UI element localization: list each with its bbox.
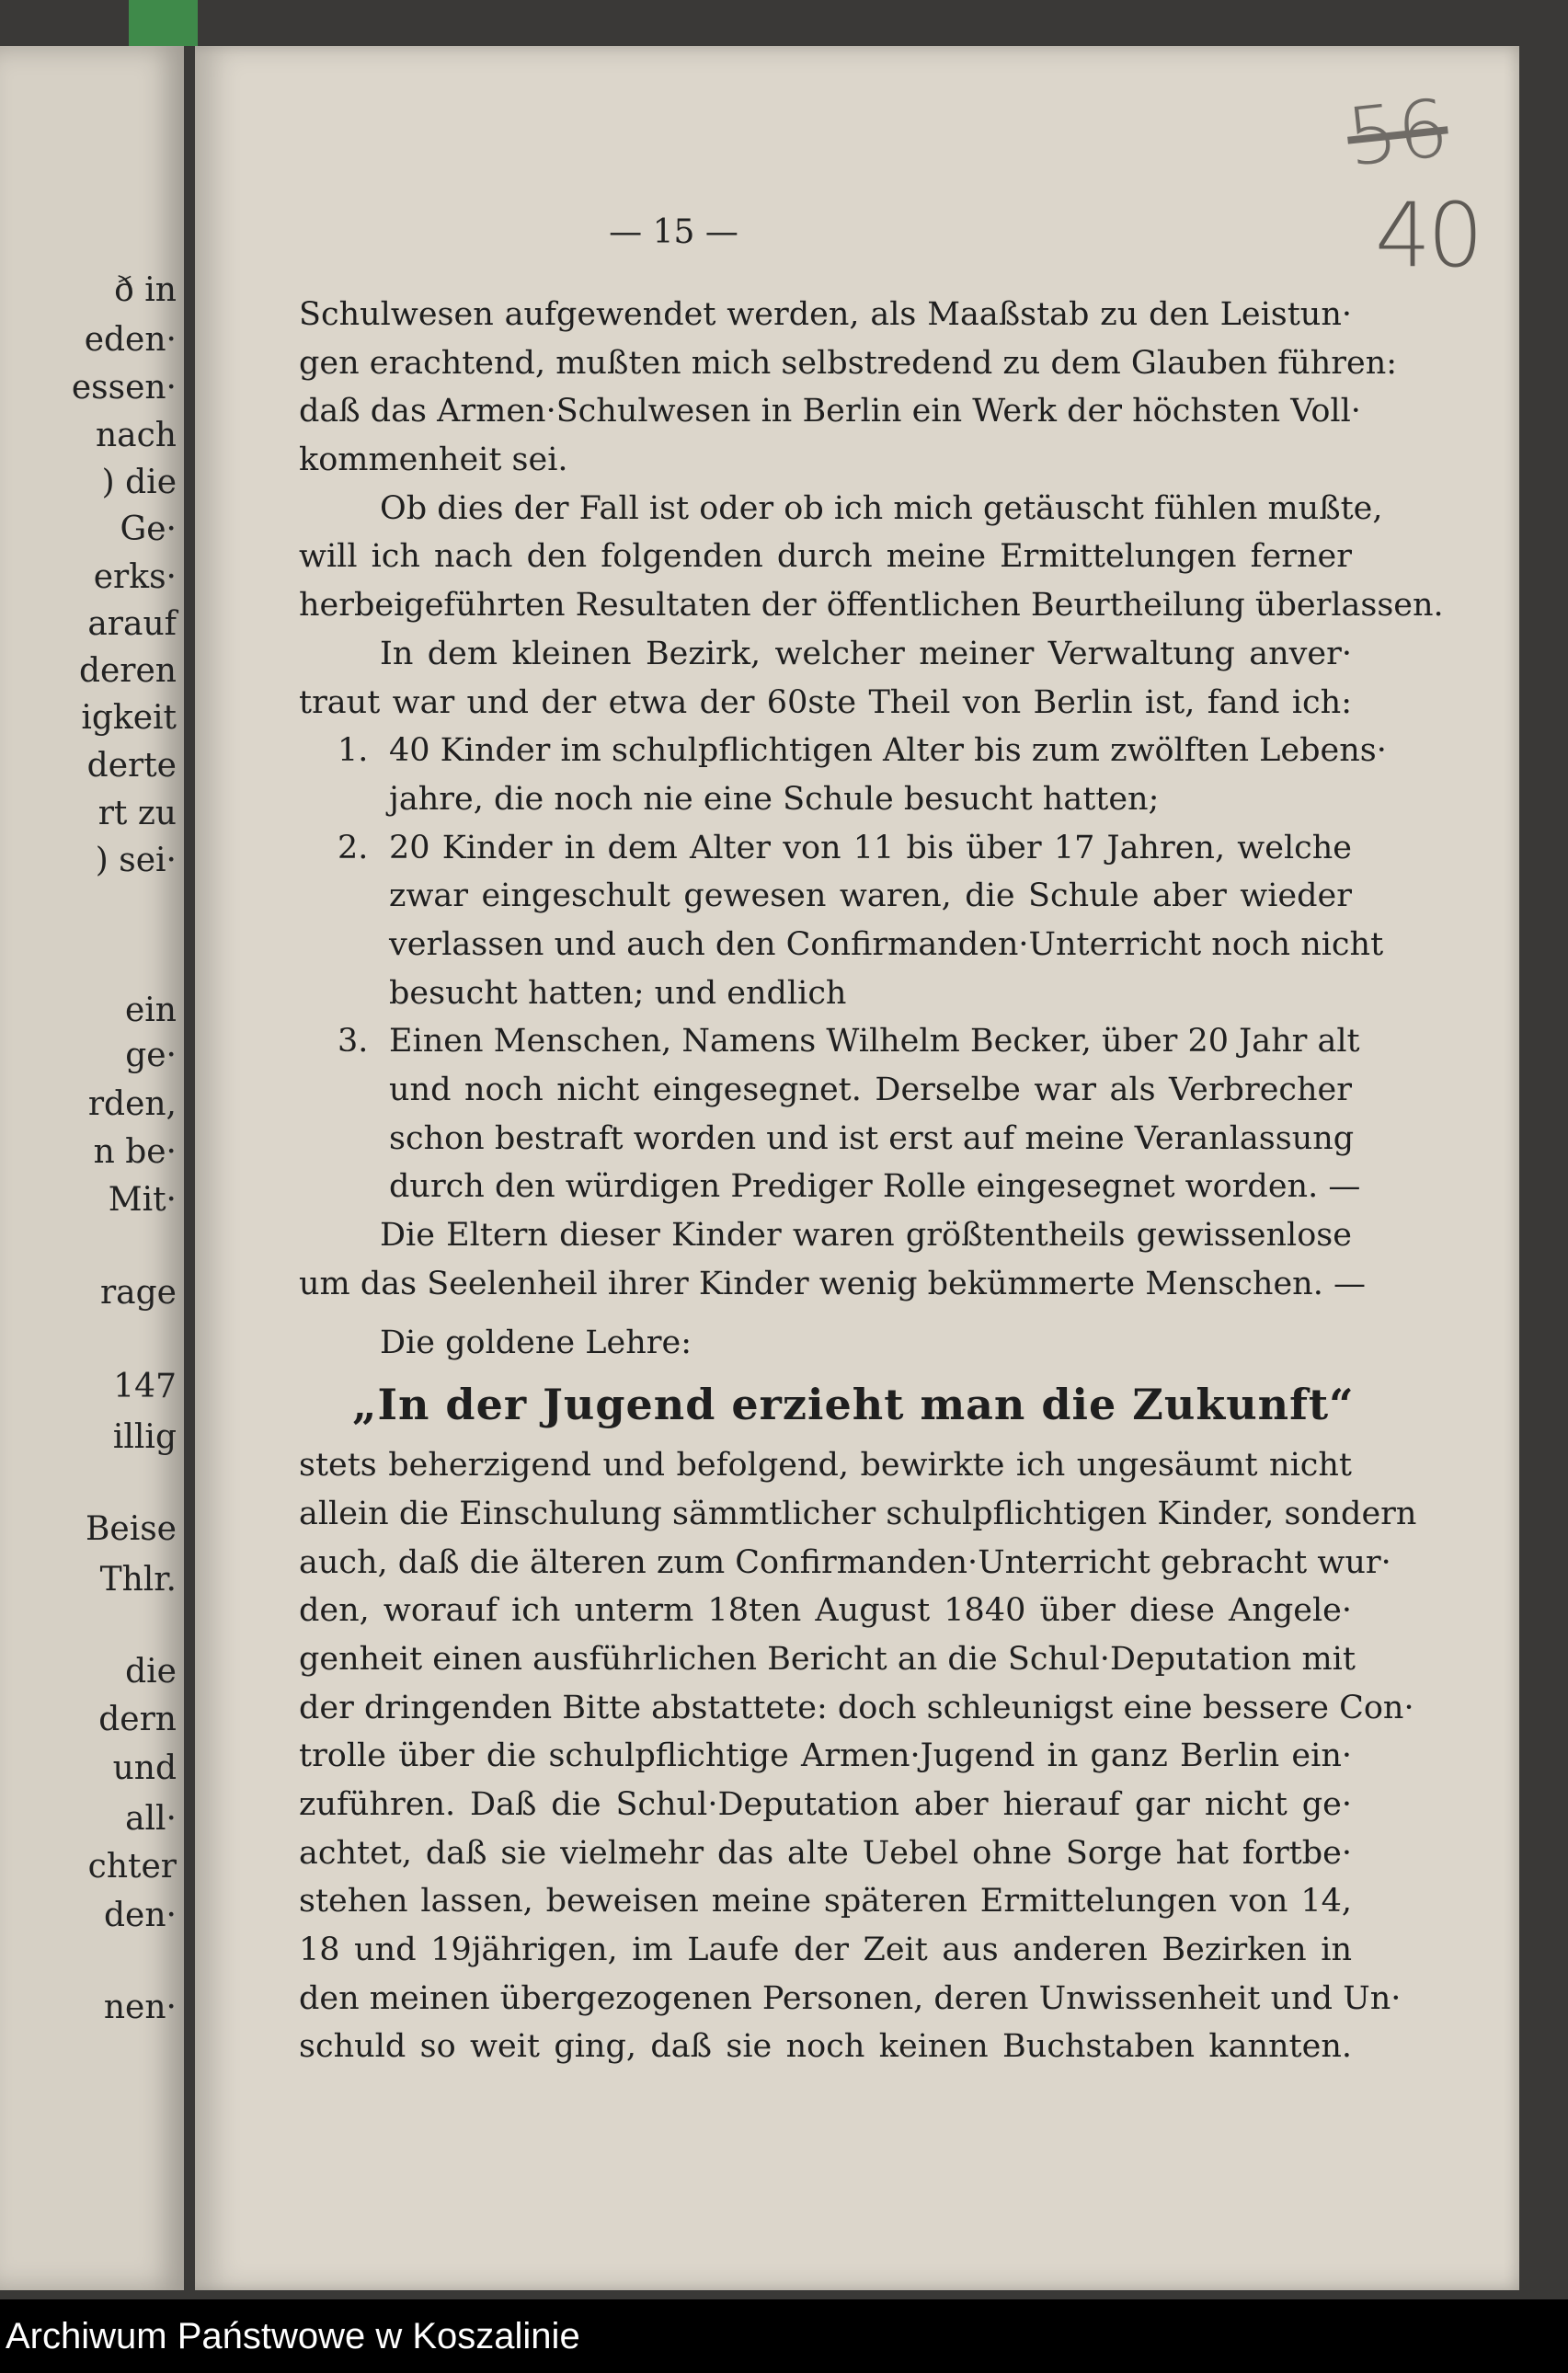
left-page-line: nen· — [103, 1989, 177, 2026]
list-item-line: durch den würdigen Prediger Rolle eingesegnet worden. — — [389, 1168, 1361, 1206]
page-number: — 15 — — [609, 213, 738, 251]
left-page-line: 147 — [113, 1368, 177, 1405]
left-page-line: igkeit — [81, 699, 177, 737]
left-page-line: derte — [86, 747, 177, 785]
list-item-line — [299, 727, 1387, 775]
left-page-line: ) sei· — [95, 842, 177, 879]
list-item-line: verlassen und auch den Confirmanden·Unterricht noch nicht — [389, 925, 1384, 963]
left-page-line: chter — [87, 1848, 177, 1886]
left-page-line: ) die — [101, 464, 177, 501]
pencil-annotation-new: 40 — [1375, 184, 1481, 287]
list-item-line — [299, 1017, 1360, 1066]
left-page-line: Thlr. — [99, 1561, 177, 1599]
pencil-annotation-old: 56 — [1343, 82, 1453, 185]
left-page-line: Mit· — [108, 1181, 177, 1219]
left-page-line: essen· — [71, 369, 177, 407]
left-page-line: rden, — [87, 1085, 177, 1123]
archive-footer: Archiwum Państwowe w Koszalinie — [0, 2299, 1568, 2373]
list-item-line: besucht hatten; und endlich — [389, 974, 847, 1012]
left-page-line: erks· — [93, 558, 177, 596]
text-line: trolle über die schulpflichtige Armen·Jugend in ganz Berlin ein· — [299, 1737, 1352, 1775]
left-page — [0, 46, 184, 2290]
left-page-line: Ge· — [120, 510, 177, 548]
left-page-line: nach — [96, 417, 177, 454]
left-page-line: und — [112, 1749, 177, 1787]
text-line: traut war und der etwa der 60ste Theil von Berlin ist, fand ich: — [299, 683, 1352, 721]
text-line: herbeigeführten Resultaten der öffentlichen Beurtheilung überlassen. — [299, 587, 1444, 625]
text-line: um das Seelenheil ihrer Kinder wenig bekümmerte Menschen. — — [299, 1265, 1366, 1302]
text-line: den meinen übergezogenen Personen, deren Unwissenheit und Un· — [299, 1979, 1402, 2017]
motto-heading: „In der Jugend erzieht man die Zukunft“ — [352, 1380, 1355, 1430]
text-line: den, worauf ich unterm 18ten August 1840 über diese Angele· — [299, 1592, 1352, 1630]
text-line: Ob dies der Fall ist oder ob ich mich getäuscht fühlen mußte, — [380, 489, 1383, 527]
left-page-line: ein — [124, 992, 177, 1029]
text-line: daß das Armen·Schulwesen in Berlin ein Werk der höchsten Voll· — [299, 393, 1361, 430]
left-page-line: rage — [99, 1274, 177, 1312]
list-item-line: und noch nicht eingesegnet. Derselbe war als Verbrecher — [389, 1072, 1352, 1108]
text-line: Die Eltern dieser Kinder waren größtentheils gewissenlose — [380, 1217, 1352, 1255]
body-text — [299, 291, 1444, 2071]
text-line: will ich nach den folgenden durch meine Ermittelungen ferner — [299, 538, 1352, 576]
text-line: In dem kleinen Bezirk, welcher meiner Verwaltung anver· — [380, 635, 1352, 672]
left-page-line: eden· — [84, 321, 177, 359]
text-line: der dringenden Bitte abstattete: doch schleunigst eine bessere Con· — [299, 1689, 1414, 1726]
text-line: stets beherzigend und befolgend, bewirkte ich ungesäumt nicht — [299, 1447, 1352, 1485]
text-line: achtet, daß sie vielmehr das alte Uebel ohne Sorge hat fortbe· — [299, 1834, 1352, 1872]
left-page-line: rt zu — [97, 795, 177, 832]
left-page-line: Beise — [85, 1510, 177, 1548]
left-page-line: all· — [125, 1800, 177, 1838]
green-tab — [129, 0, 198, 46]
list-item-text: Einen Menschen, Namens Wilhelm Becker, über 20 Jahr alt — [389, 1023, 1360, 1060]
list-number: 3. — [338, 1023, 369, 1060]
list-item-text: 20 Kinder in dem Alter von 11 bis über 17 Jahren, welche — [389, 829, 1352, 866]
left-page-line: arauf — [87, 605, 177, 643]
list-item-line: schon bestraft worden und ist erst auf meine Veranlassung — [389, 1119, 1355, 1157]
text-line: Die goldene Lehre: — [380, 1324, 692, 1362]
text-line: allein die Einschulung sämmtlicher schulpflichtigen Kinder, sondern — [299, 1495, 1417, 1532]
text-line: schuld so weit ging, daß sie noch keinen Buchstaben kannten. — [299, 2028, 1352, 2066]
list-item-line — [299, 824, 1352, 873]
left-page-line: den· — [104, 1897, 177, 1934]
left-page-line: illig — [112, 1418, 177, 1456]
text-line: 18 und 19jährigen, im Laufe der Zeit aus anderen Bezirken in — [299, 1932, 1352, 1968]
left-page-line: ð in — [114, 271, 177, 309]
text-line: genheit einen ausführlichen Bericht an die Schul·Deputation mit — [299, 1640, 1356, 1678]
left-page-line: ge· — [125, 1037, 177, 1074]
left-page-line: dern — [98, 1701, 177, 1738]
left-page-line: deren — [78, 652, 177, 690]
text-line: gen erachtend, mußten mich selbstredend zu dem Glauben führen: — [299, 344, 1398, 382]
left-page-line: n be· — [93, 1133, 177, 1171]
text-line: auch, daß die älteren zum Confirmanden·Unterricht gebracht wur· — [299, 1543, 1391, 1581]
text-line: kommenheit sei. — [299, 441, 568, 479]
text-line: stehen lassen, beweisen meine späteren Ermittelungen von 14, — [299, 1883, 1352, 1920]
text-line: Schulwesen aufgewendet werden, als Maaßstab zu den Leistun· — [299, 296, 1352, 333]
list-item-line: zwar eingeschult gewesen waren, die Schule aber wieder — [389, 877, 1352, 915]
list-item-line: jahre, die noch nie eine Schule besucht hatten; — [389, 780, 1160, 818]
list-item-text: 40 Kinder im schulpflichtigen Alter bis zum zwölften Lebens· — [389, 732, 1387, 770]
left-page-line: die — [125, 1653, 177, 1691]
list-number: 1. — [338, 732, 369, 770]
text-line: zuführen. Daß die Schul·Deputation aber hierauf gar nicht ge· — [299, 1785, 1352, 1823]
list-number: 2. — [338, 829, 369, 866]
